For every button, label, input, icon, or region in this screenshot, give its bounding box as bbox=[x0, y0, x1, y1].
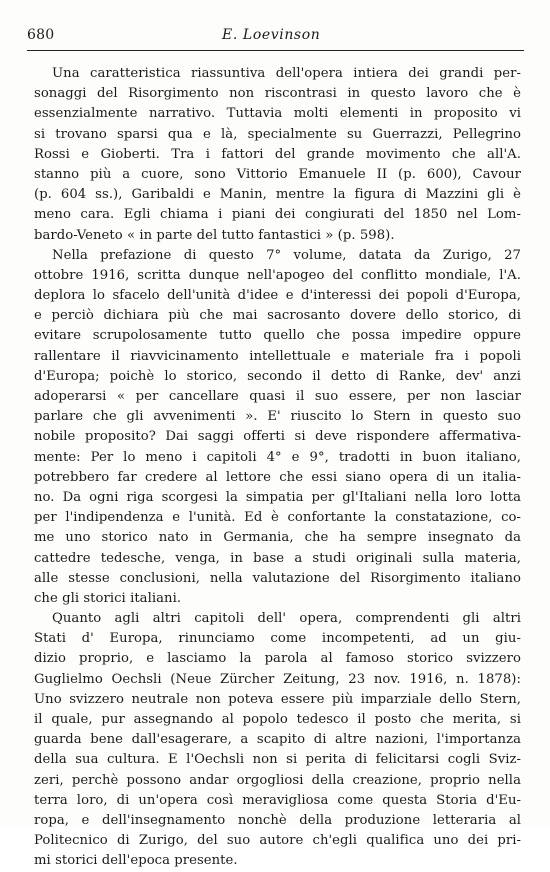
text-line: che gli storici italiani. bbox=[34, 590, 182, 606]
page-number: 680 bbox=[27, 27, 55, 43]
text-line: (p. 604 ss.), Garibaldi e Manin, mentre la figura di Mazzini gli è bbox=[34, 187, 521, 203]
text-line: evitare scrupolosamente tutto quello che possa impedire oppure bbox=[34, 328, 521, 344]
text-line: della sua cultura. E l'Oechsli non si perita di felicitarsi cogli Sviz- bbox=[34, 752, 521, 768]
text-line: stanno più a cuore, sono Vittorio Emanuele II (p. 600), Cavour bbox=[34, 166, 521, 182]
text-line: Guglielmo Oechsli (Neue Zürcher Zeitung, 23 nov. 1916, n. 1878): bbox=[34, 671, 521, 687]
text-line: Rossi e Gioberti. Tra i fattori del grande movimento che all'A. bbox=[34, 146, 521, 162]
page-header bbox=[27, 26, 524, 48]
text-line: Stati d' Europa, rinunciamo come incompetenti, ad un giu- bbox=[34, 631, 521, 647]
text-line: d'Europa; poichè lo storico, secondo il detto di Ranke, dev' anzi bbox=[34, 368, 521, 384]
text-line: cattedre tedesche, venga, in base a studi originali sulla materia, bbox=[34, 550, 521, 566]
text-line: sonaggi del Risorgimento non riscontrasi in questo lavoro che è bbox=[34, 86, 521, 102]
text-line: deplora lo sfacelo dell'unità d'idee e d'interessi dei popoli d'Europa, bbox=[34, 288, 521, 304]
text-line: meno cara. Egli chiama i piani dei congiurati del 1850 nel Lom- bbox=[34, 207, 521, 223]
text-line: zeri, perchè possono andar orgogliosi della creazione, proprio nella bbox=[34, 772, 521, 788]
text-line: Uno svizzero neutrale non poteva essere più imparziale dello Stern, bbox=[34, 691, 521, 707]
text-line: si trovano sparsi qua e là, specialmente su Guerrazzi, Pellegrino bbox=[34, 126, 521, 142]
text-line: dizio proprio, e lasciamo la parola al famoso storico svizzero bbox=[34, 651, 521, 667]
text-line: rallentare il riavvicinamento intellettuale e materiale fra i popoli bbox=[34, 348, 521, 364]
text-line: adoperarsi « per cancellare quasi il suo essere, per non lasciar bbox=[34, 389, 521, 404]
text-line: per l'indipendenza e l'unità. Ed è confortante la constatazione, co- bbox=[34, 510, 521, 526]
text-line: alle stesse conclusioni, nella valutazione del Risorgimento italiano bbox=[34, 570, 521, 586]
text-line: nobile proposito? Dai saggi offerti si deve rispondere affermativa- bbox=[34, 429, 521, 445]
text-line: potrebbero far credere al lettore che essi siano opera di un italia- bbox=[34, 469, 521, 485]
text-line: parlare che gli avvenimenti ». E' riuscito lo Stern in questo suo bbox=[34, 409, 521, 425]
text-line: bardo-Veneto « in parte del tutto fantastici » (p. 598). bbox=[34, 227, 395, 243]
text-line: Una caratteristica riassuntiva dell'opera intiera dei grandi per- bbox=[52, 66, 521, 81]
text-line: essenzialmente narrativo. Tuttavia molti elementi in proposito vi bbox=[34, 106, 521, 122]
running-head: E. Loevinson bbox=[222, 27, 321, 43]
text-line: me uno storico nato in Germania, che ha sempre insegnato da bbox=[34, 530, 521, 546]
text-line: ottobre 1916, scritta dunque nell'apogeo del conflitto mondiale, l'A. bbox=[34, 267, 521, 283]
body-text bbox=[34, 64, 521, 872]
text-line: guarda bene dall'esagerare, a scapito di altre nazioni, l'importanza bbox=[34, 732, 521, 748]
text-line: mente: Per lo meno i capitoli 4° e 9°, tradotti in buon italiano, bbox=[34, 449, 521, 465]
text-line: e perciò dichiara più che mai sacrosanto dovere dello storico, di bbox=[34, 308, 521, 324]
text-line: il quale, pur assegnando al popolo tedesco il posto che merita, si bbox=[34, 712, 521, 727]
text-line: terra loro, di un'opera così meravigliosa come questa Storia d'Eu- bbox=[34, 792, 521, 808]
text-line: Quanto agli altri capitoli dell' opera, comprendenti gli altri bbox=[52, 611, 521, 627]
text-line: ropa, e dell'insegnamento nonchè della produzione letteraria al bbox=[34, 812, 521, 828]
header-rule bbox=[27, 50, 524, 51]
text-line: mi storici dell'epoca presente. bbox=[34, 853, 238, 869]
text-line: Politecnico di Zurigo, del suo autore ch'egli qualifica uno dei pri- bbox=[34, 833, 521, 849]
text-line: Nella prefazione di questo 7° volume, datata da Zurigo, 27 bbox=[52, 247, 521, 263]
text-line: no. Da ogni riga scorgesi la simpatia per gl'Italiani nella loro lotta bbox=[34, 489, 521, 505]
